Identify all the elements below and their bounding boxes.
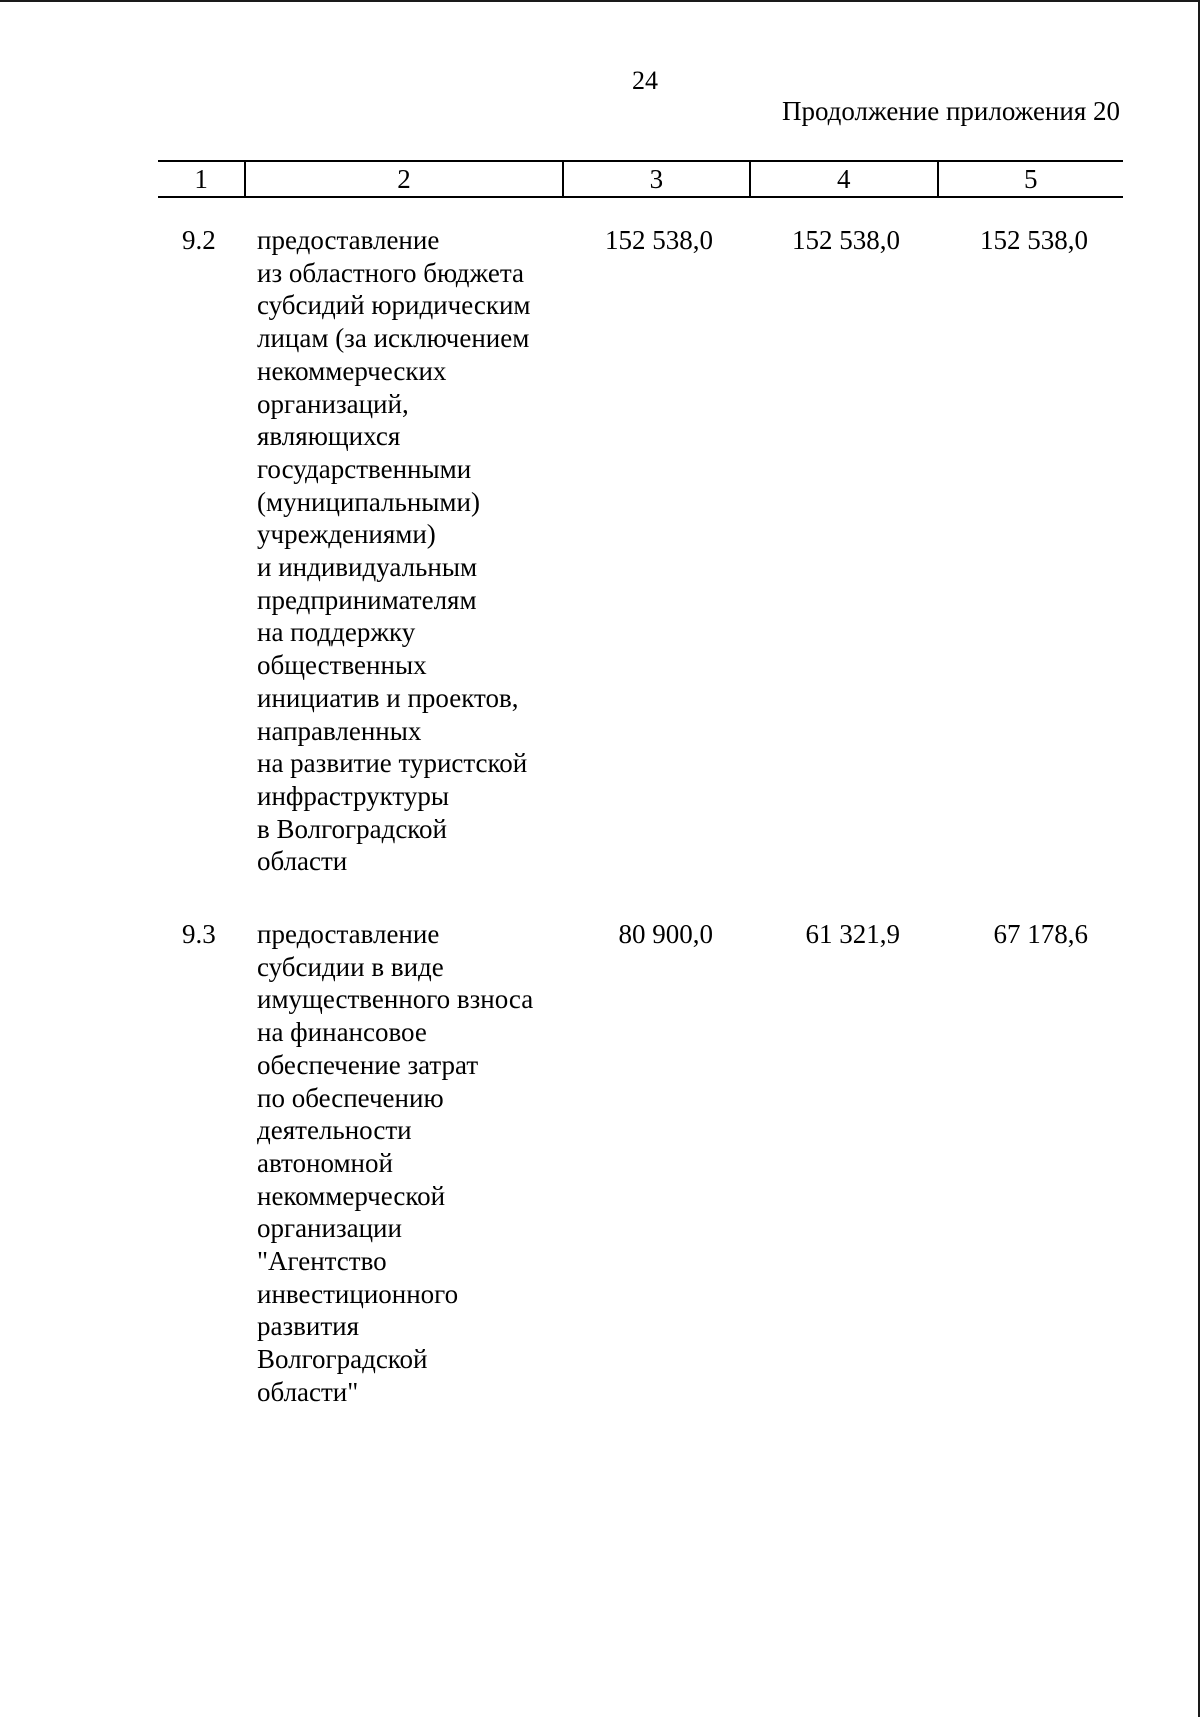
row-value-col3: 152 538,0 [605, 225, 713, 255]
column-header-1: 1 [158, 161, 245, 197]
column-header-2: 2 [245, 161, 562, 197]
appendix-label: Продолжение приложения 20 [781, 96, 1120, 126]
page-number: 24 [632, 66, 658, 95]
column-header-5: 5 [938, 161, 1123, 197]
row-value-col4: 61 321,9 [805, 919, 900, 949]
scan-border-top [0, 0, 1200, 2]
column-header-row [158, 161, 1123, 197]
row-value-col3: 80 900,0 [618, 919, 713, 949]
row-number: 9.3 [182, 919, 216, 949]
row-value-col5: 67 178,6 [993, 919, 1088, 949]
row-description: предоставление субсидии в виде имущественного взноса на финансовое обеспечение затрат по обеспечению деятельности автономной некоммерческой организации "Агентство инвестиционного развития Волгоградской области" [257, 919, 534, 1407]
row-value-col4: 152 538,0 [792, 225, 900, 255]
row-number: 9.2 [182, 225, 216, 255]
column-header-4: 4 [750, 161, 937, 197]
row-description: предоставление из областного бюджета субсидий юридическим лицам (за исключением некоммерческих организаций, являющихся государственными (муниципальными) учреждениями) и индивидуальным предпринимателям на поддержку общественных инициатив и проектов, направленных на развитие туристской инфраструктуры в Волгоградской области [257, 225, 531, 877]
column-header-table [158, 160, 1123, 198]
row-value-col5: 152 538,0 [980, 225, 1088, 255]
column-header-3: 3 [563, 161, 750, 197]
